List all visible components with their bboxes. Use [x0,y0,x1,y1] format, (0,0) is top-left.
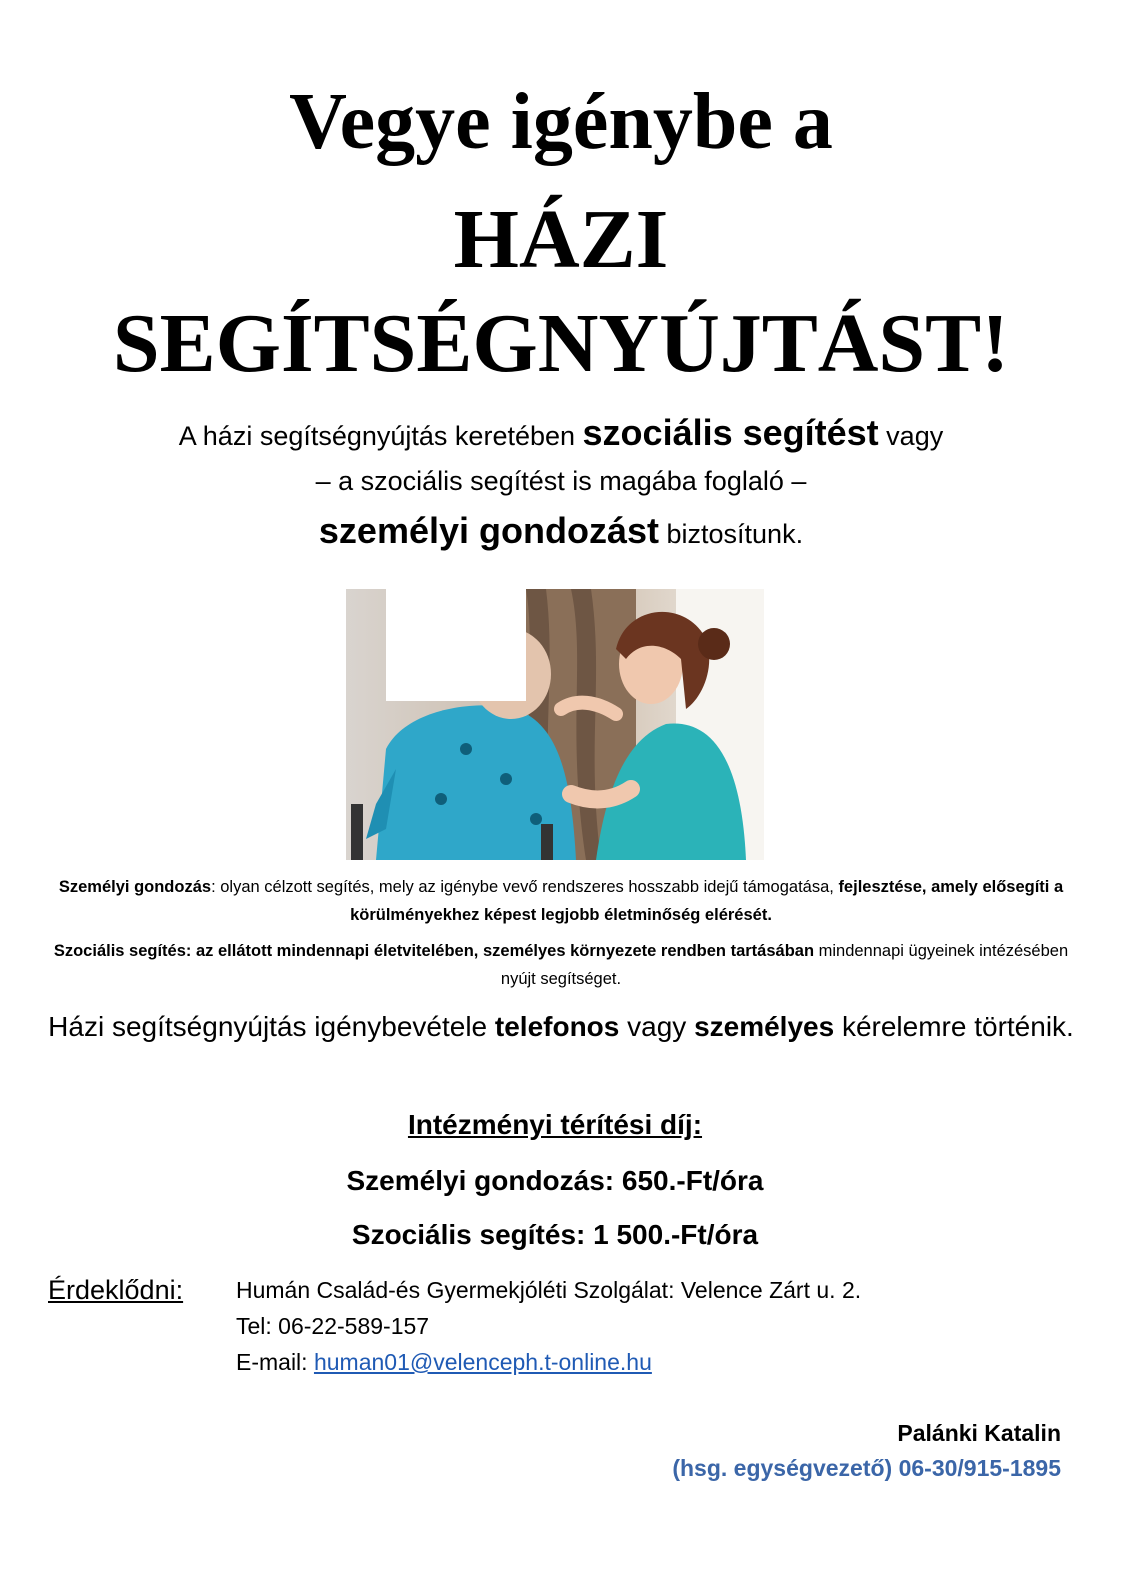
signature-role: (hsg. egységvezető) 06-30/915-1895 [672,1455,1061,1481]
signature-name: Palánki Katalin [897,1420,1061,1446]
request-info [30,1004,1092,1049]
contact-label: Érdeklődni: [48,1275,184,1305]
contact-email-line [236,1344,652,1380]
intro-text: biztosítunk. [659,519,804,549]
fee-title: Intézményi térítési díj: [407,1109,703,1140]
title-line-2: HÁZI [453,193,669,286]
intro-text: vagy [878,421,944,451]
definition-personal-care [40,873,1082,929]
request-text: vagy [619,1011,695,1042]
intro-line-2: – a szociális segítést is magába foglaló – [315,466,807,496]
email-prefix: E-mail: [236,1349,314,1375]
title-line-1: Vegye igénybe a [289,78,833,166]
request-text: kérelemre történik. [834,1011,1074,1042]
intro-line-3 [0,508,1122,557]
definition-text: : olyan célzott segítés, mely az igénybe vevő rendszeres hosszabb idejű támogatása, [211,878,839,896]
definition-emphasis: fejlesztése, amely elősegíti a körülményekhez képest legjobb életminőség elérését. [350,878,1064,924]
contact-phone: Tel: 06-22-589-157 [236,1313,430,1339]
caregiver-photo [346,589,764,860]
fee-social-help: Szociális segítés: 1 500.-Ft/óra [351,1219,759,1250]
intro-text: A házi segítségnyújtás keretében [178,421,583,451]
caregiver-illustration [346,589,764,860]
title-line-3: SEGÍTSÉGNYÚJTÁST! [112,297,1010,390]
intro-bold: szociális segítést [582,412,879,453]
fee-personal-care: Személyi gondozás: 650.-Ft/óra [346,1165,764,1196]
request-text: Házi segítségnyújtás igénybevétele [48,1011,495,1042]
request-phone: telefonos [494,1011,620,1042]
intro-line-1 [0,410,1122,459]
contact-address: Humán Család-és Gyermekjóléti Szolgálat: Velence Zárt u. 2. [236,1277,862,1303]
definition-social-help [40,937,1082,993]
intro-bold: személyi gondozást [318,510,659,551]
definition-term: Szociális segítés: az ellátott mindennapi életvitelében, személyes környezete rendben tartásában [53,942,815,960]
request-personal: személyes [694,1011,835,1042]
definition-term: Személyi gondozás [58,878,212,896]
definition-text: mindennapi ügyeinek intézésében nyújt segítséget. [500,942,1069,988]
email-link[interactable]: human01@velenceph.t-online.hu [313,1349,652,1375]
